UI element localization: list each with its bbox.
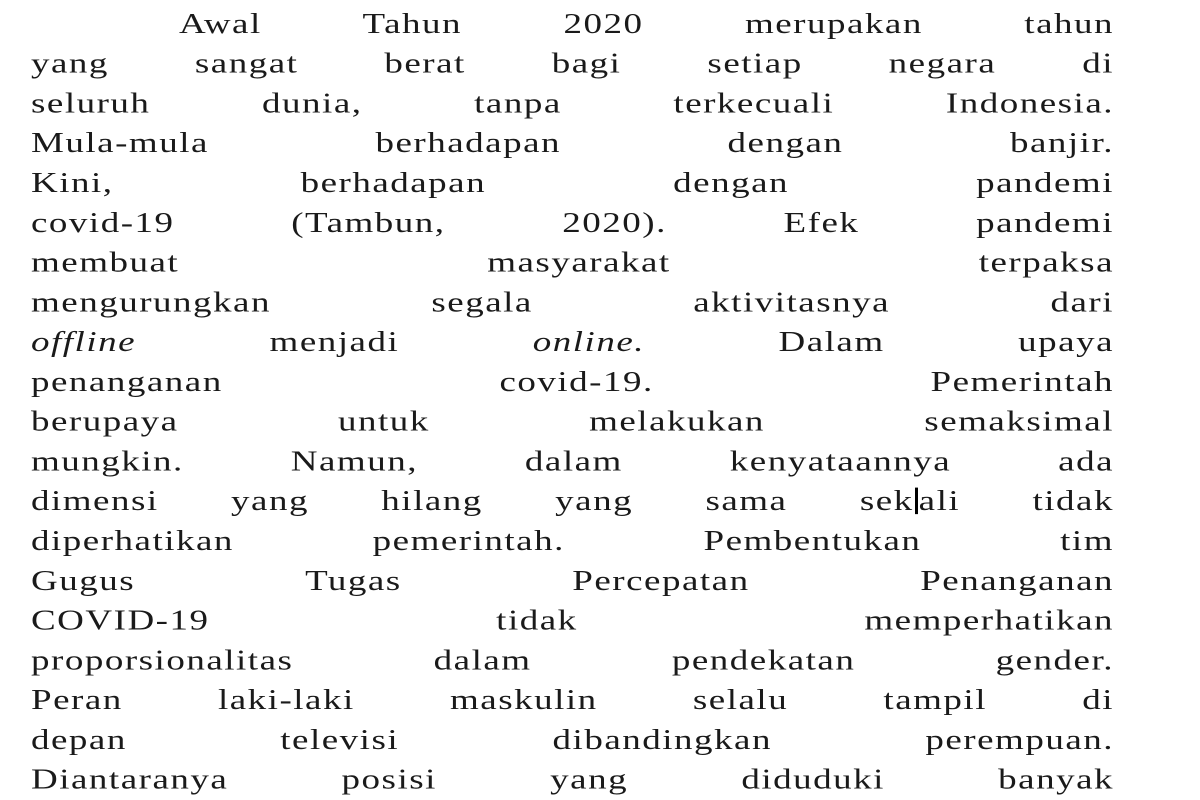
- text-line: [31, 760, 1114, 800]
- italic-text-segment: offline: [31, 326, 137, 359]
- text-segment: COVID-19 tidak memperhatikan: [31, 604, 1114, 637]
- text-segment: menjadi: [136, 326, 533, 359]
- text-line: [31, 720, 1114, 760]
- text-line: [31, 521, 1114, 561]
- text-line: [31, 4, 1114, 44]
- text-line: [31, 84, 1114, 124]
- italic-text-segment: online.: [532, 326, 645, 359]
- text-segment: Kini, berhadapan dengan pandemi: [31, 167, 1114, 199]
- text-segment: covid-19 (Tambun, 2020). Efek pandemi: [31, 206, 1114, 239]
- body-paragraph[interactable]: [31, 4, 1114, 800]
- text-segment: dimensi yang hilang yang sama sek: [31, 485, 914, 518]
- text-line: [31, 44, 1114, 84]
- text-segment: proporsionalitas dalam pendekatan gender.: [31, 644, 1114, 677]
- text-segment: diperhatikan pemerintah. Pembentukan tim: [31, 525, 1114, 558]
- text-segment: Dalam upaya: [645, 326, 1114, 359]
- text-segment: mungkin. Namun, dalam kenyataannya ada: [31, 445, 1114, 478]
- text-line: [31, 601, 1114, 641]
- text-segment: ali tidak: [918, 485, 1114, 518]
- text-segment: seluruh dunia, tanpa terkecuali Indonesia.: [31, 87, 1114, 120]
- text-line: [31, 561, 1114, 601]
- text-segment: depan televisi dibandingkan perempuan.: [31, 723, 1114, 756]
- text-segment: membuat masyarakat terpaksa: [31, 246, 1114, 279]
- text-segment: Diantaranya posisi yang diduduki banyak: [31, 763, 1114, 796]
- text-line: [31, 123, 1114, 163]
- text-segment: Gugus Tugas Percepatan Penanganan: [31, 564, 1114, 597]
- text-segment: penanganan covid-19. Pemerintah: [31, 365, 1114, 398]
- text-line: [31, 282, 1114, 322]
- text-segment: yang sangat berat bagi setiap negara di: [31, 47, 1114, 80]
- text-segment: Peran laki-laki maskulin selalu tampil di: [31, 684, 1114, 717]
- text-line: [31, 243, 1114, 283]
- text-line: [31, 442, 1114, 482]
- text-segment: berupaya untuk melakukan semaksimal: [31, 405, 1114, 438]
- text-line: [31, 362, 1114, 402]
- text-line: [31, 163, 1114, 203]
- text-cursor: [915, 488, 918, 515]
- text-line: [31, 680, 1114, 720]
- text-segment: Awal Tahun 2020 merupakan tahun: [179, 7, 1114, 40]
- text-line: [31, 402, 1114, 442]
- text-line: [31, 322, 1114, 362]
- document-page[interactable]: [31, 4, 1114, 800]
- text-line: [31, 640, 1114, 680]
- text-segment: mengurungkan segala aktivitasnya dari: [31, 286, 1114, 319]
- text-segment: Mula-mula berhadapan dengan banjir.: [31, 127, 1114, 160]
- text-line: [31, 481, 1114, 521]
- text-line: [31, 203, 1114, 243]
